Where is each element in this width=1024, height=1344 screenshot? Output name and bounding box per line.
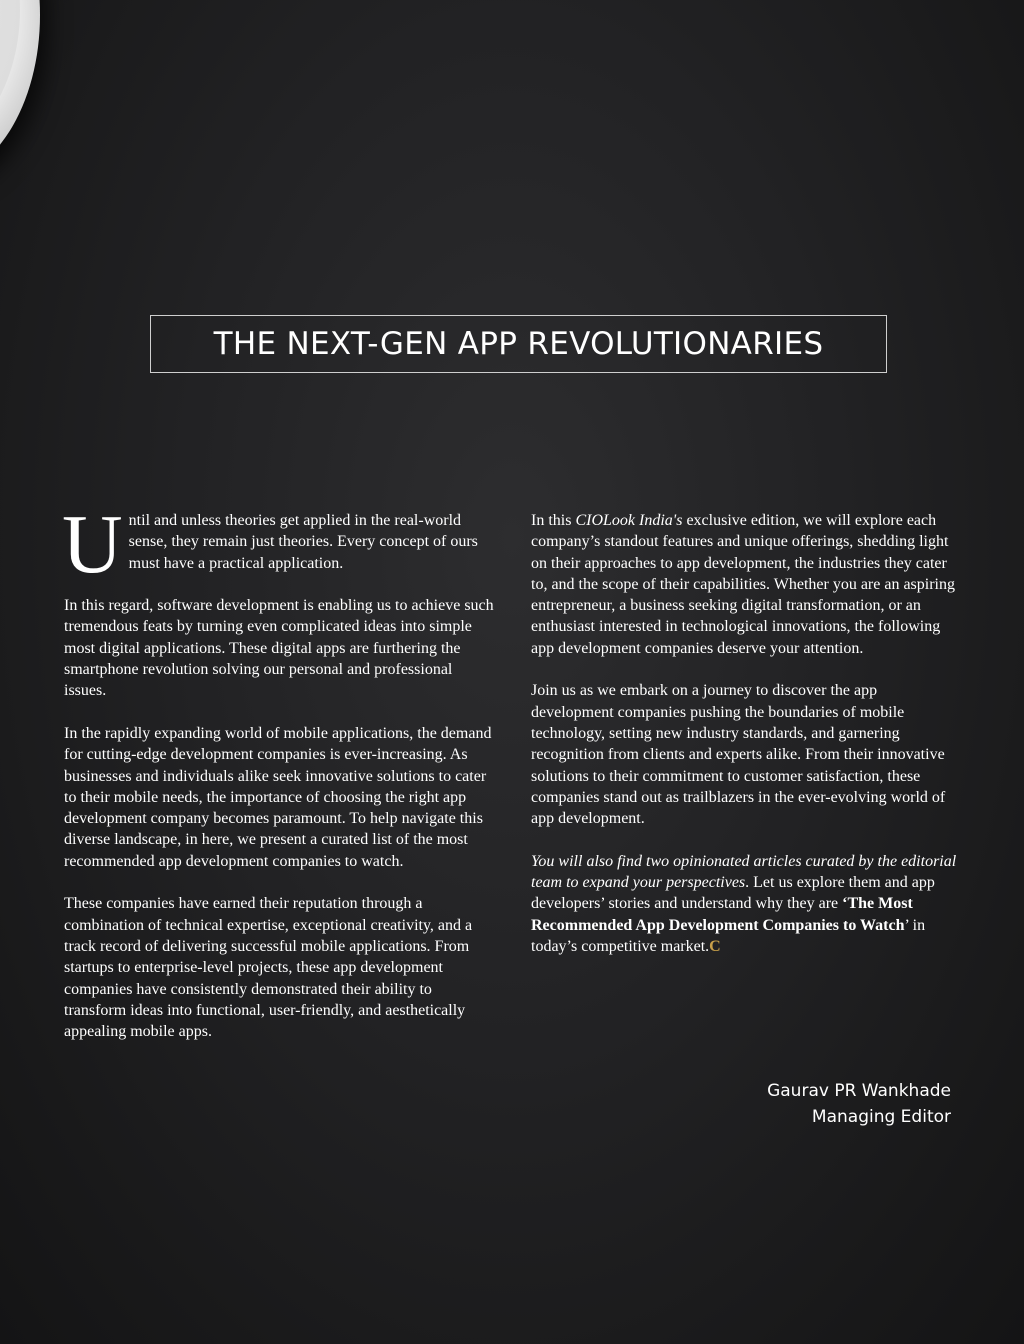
drop-cap: U [62, 498, 123, 591]
paragraph-4: These companies have earned their reputation through a combination of technical expertise, exceptional creativity, and a track record of delivering successful mobile applications. From startups to enterprise-level projects, these app development companies have consistently demonstrated their ability to transform ideas into functional, user-friendly, and aesthetically appealing mobile apps. [64, 895, 473, 1041]
p5-rest: exclusive edition, we will explore each company’s standout features and unique offerings, shedding light on their approaches to app development, the industries they cater to, and the scope of their capabilities. Whether you are an aspiring entrepreneur, a business seeking digital transformation, or an enthusiast interested in technological innovations, the following app development companies deserve your attention. [531, 512, 955, 657]
paragraph-3: In the rapidly expanding world of mobile applications, the demand for cutting-edge development companies is ever-increasing. As businesses and individuals alike seek innovative solutions to cater to their mobile needs, the importance of choosing the right app development company becomes paramount. To help navigate this diverse landscape, in here, we present a curated list of the most recommended app development companies to watch. [64, 724, 492, 870]
paragraph-6: Join us as we embark on a journey to discover the app development companies pushing the boundaries of mobile technology, setting new industry standards, and garnering recognition from clients and experts alike. From their innovative solutions to their commitment to customer satisfaction, these companies stand out as trailblazers in the ever-evolving world of app development. [531, 682, 946, 828]
editor-role: Managing Editor [811, 1107, 951, 1127]
signature [767, 1078, 951, 1130]
intro-paragraph [62, 498, 496, 591]
left-column [62, 498, 496, 1064]
paragraph-5 [531, 510, 961, 659]
paragraph-2: In this regard, software development is enabling us to achieve such tremendous feats by turning even complicated ideas into simple most digital applications. These digital apps are furthering the smartphone revolution solving our personal and professional issues. [64, 597, 494, 700]
title-box [150, 315, 887, 373]
right-column [531, 510, 961, 979]
page-title: THE NEXT-GEN APP REVOLUTIONARIES [213, 326, 824, 362]
p7-end: ’ in today’s competitive market. [531, 916, 926, 955]
end-mark-icon: C [709, 937, 721, 955]
paragraph-7 [531, 851, 961, 957]
p7-bold: ‘The Most Recommended App Development Companies to Watch [531, 895, 913, 934]
p7-mid: . Let us explore them and app developers’ stories and understand why they are [531, 874, 935, 913]
publication-name: CIOLook India's [575, 512, 683, 529]
p5-start: In this [531, 512, 576, 529]
editor-name: Gaurav PR Wankhade [767, 1081, 951, 1101]
intro-text: ntil and unless theories get applied in the real-world sense, they remain just theories. Every concept of ours must have a practical application. [128, 512, 478, 572]
p7-italic: You will also find two opinionated articles curated by the editorial team to expand your perspectives [531, 852, 957, 892]
